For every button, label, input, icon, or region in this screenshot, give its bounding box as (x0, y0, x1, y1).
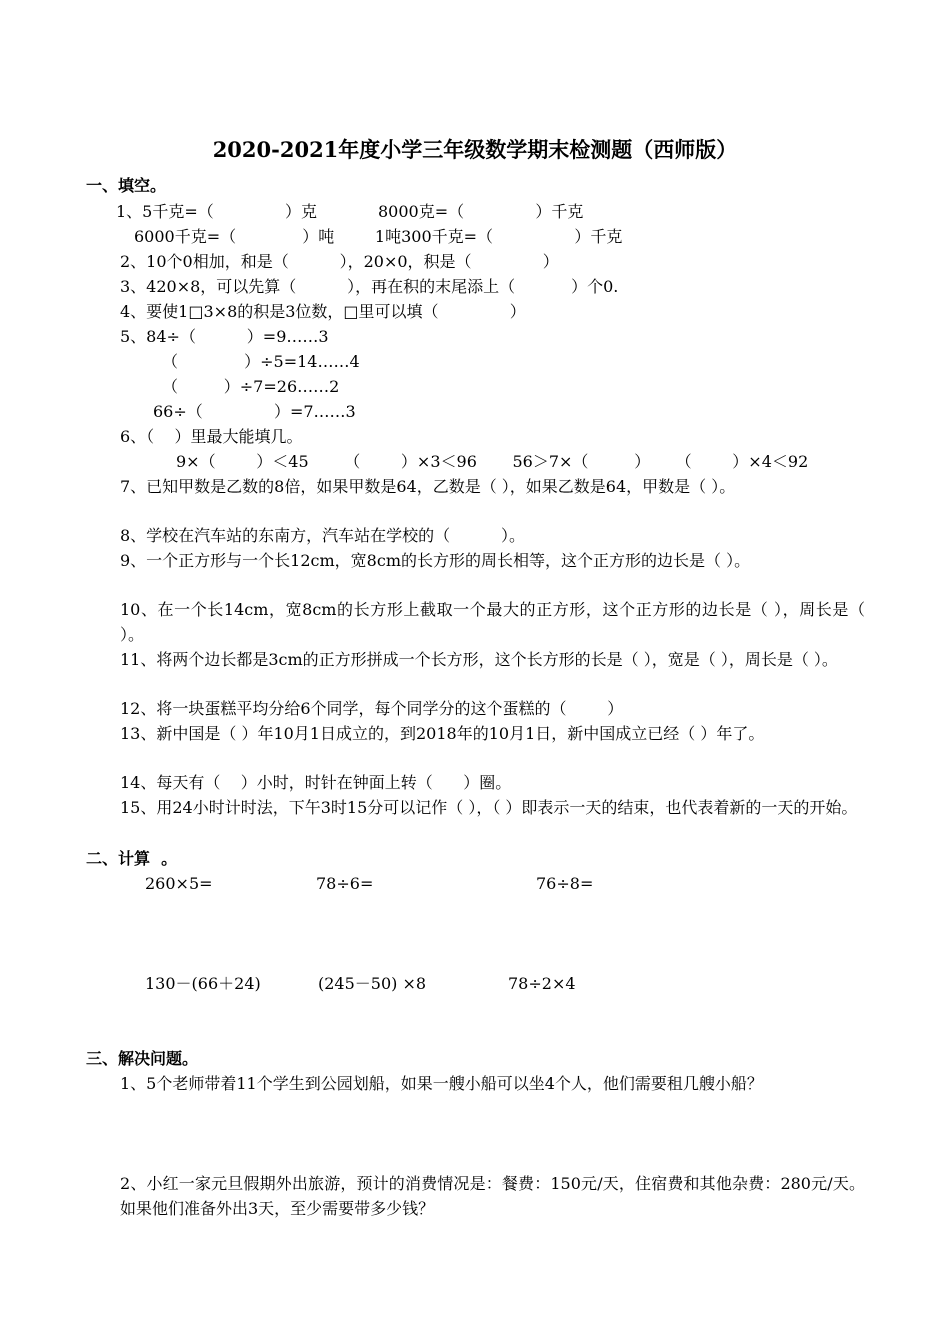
question-6: 6、（ ）里最大能填几。 (120, 427, 303, 446)
expression-2: 78÷6= (316, 874, 374, 893)
expression-5: (245－50) ×8 (318, 974, 427, 993)
question-6-items: 9×（ ）＜45 （ ）×3＜96 56＞7×（ ） （ ）×4＜92 (176, 452, 809, 471)
section-calculation-heading: 二、计算 。 (86, 849, 178, 868)
expression-4: 130－(66＋24) (145, 974, 261, 993)
expression-1: 260×5= (145, 874, 213, 893)
section-problems-heading: 三、解决问题。 (86, 1049, 199, 1068)
question-5b: （ ）÷5=14……4 (162, 352, 360, 371)
question-7: 7、已知甲数是乙数的8倍，如果甲数是64，乙数是（ ），如果乙数是64，甲数是（ ）。 (120, 477, 736, 496)
question-12: 12、将一块蛋糕平均分给6个同学，每个同学分的这个蛋糕的（ ） (120, 699, 624, 718)
question-10: 10、在一个长14cm，宽8cm的长方形上截取一个最大的正方形，这个正方形的边长是（ ），周长是（ ）。 (120, 600, 865, 644)
question-5a: 5、84÷（ ）=9……3 (120, 327, 329, 346)
question-1a: 1、5千克=（ ）克 8000克=（ ）千克 (116, 202, 584, 221)
section-fill-in-heading: 一、填空。 (86, 176, 167, 195)
page-title: 2020-2021年度小学三年级数学期末检测题（西师版） (212, 137, 738, 162)
question-5c: （ ）÷7=26……2 (162, 377, 340, 396)
question-11: 11、将两个边长都是3cm的正方形拼成一个长方形，这个长方形的长是（ ），宽是（ ），周长是（ ）。 (120, 650, 838, 669)
question-15: 15、用24小时计时法，下午3时15分可以记作（ ），（ ）即表示一天的结束，也代表着新的一天的开始。 (120, 798, 858, 817)
question-8: 8、学校在汽车站的东南方，汽车站在学校的（ ）。 (120, 526, 526, 545)
question-2: 2、10个0相加，和是（ ），20×0，积是（ ） (120, 252, 559, 271)
question-1b: 6000千克=（ ）吨 1吨300千克=（ ）千克 (134, 227, 623, 246)
expression-6: 78÷2×4 (508, 974, 576, 993)
problem-1: 1、5个老师带着11个学生到公园划船，如果一艘小船可以坐4个人，他们需要租几艘小船？ (120, 1074, 763, 1093)
expression-3: 76÷8= (536, 874, 594, 893)
question-9: 9、一个正方形与一个长12cm，宽8cm的长方形的周长相等，这个正方形的边长是（ ）。 (120, 551, 751, 570)
question-5d: 66÷（ ）=7……3 (153, 402, 356, 421)
question-3: 3、420×8，可以先算（ ），再在积的末尾添上（ ）个0. (120, 277, 619, 296)
problem-2: 2、小红一家元旦假期外出旅游，预计的消费情况是：餐费：150元/天，住宿费和其他杂费：280元/天。如果他们准备外出3天，至少需要带多少钱？ (120, 1174, 865, 1218)
question-4: 4、要使1□3×8的积是3位数，□里可以填（ ） (120, 302, 526, 321)
question-13: 13、新中国是（ ）年10月1日成立的，到2018年的10月1日，新中国成立已经（ ）年了。 (120, 724, 765, 743)
question-14: 14、每天有（ ）小时，时针在钟面上转（ ）圈。 (120, 773, 512, 792)
